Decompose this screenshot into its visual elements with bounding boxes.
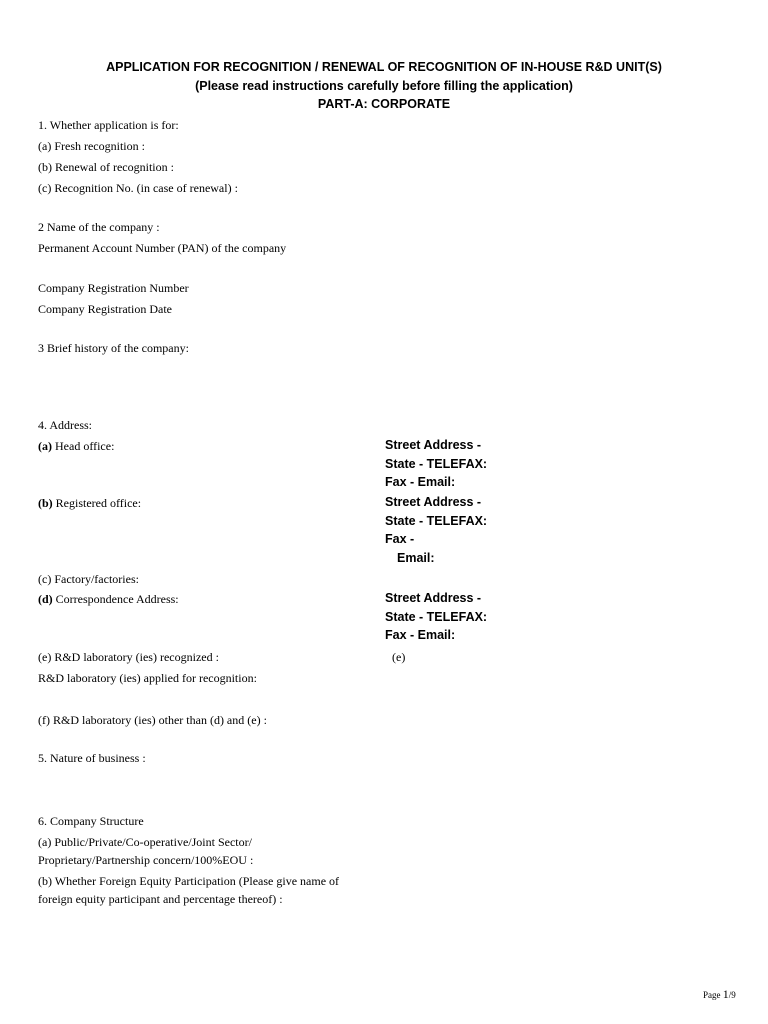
page-prefix: Page (703, 990, 723, 1000)
correspondence-state-telefax: State - TELEFAX: (385, 610, 488, 624)
q4-d-marker: (d) (38, 592, 53, 606)
q4-factories: (c) Factory/factories: (38, 572, 139, 586)
q4-b-label: Registered office: (52, 496, 142, 510)
q4-a-label: Head office: (52, 439, 115, 453)
q6-b-line2: foreign equity participant and percentage thereof) : (38, 892, 283, 906)
correspondence-fax-email: Fax - Email: (385, 628, 456, 642)
q4-a-marker: (a) (38, 439, 52, 453)
q4-head-office (38, 440, 114, 452)
q4-correspondence-address (38, 593, 179, 605)
page-total: /9 (728, 990, 736, 1000)
q1-renewal: (b) Renewal of recognition : (38, 160, 174, 174)
q2-registration-number: Company Registration Number (38, 281, 189, 295)
form-title: APPLICATION FOR RECOGNITION / RENEWAL OF RECOGNITION OF IN-HOUSE R&D UNIT(S) (106, 60, 662, 74)
q4-registered-office (38, 497, 141, 509)
head-office-fax-email: Fax - Email: (385, 475, 456, 489)
q6-a-line1: (a) Public/Private/Co-operative/Joint Sector/ (38, 835, 252, 849)
q4-address-label: 4. Address: (38, 418, 92, 432)
q4-b-marker: (b) (38, 496, 53, 510)
part-heading: PART-A: CORPORATE (317, 97, 451, 111)
q5-nature-of-business: 5. Nature of business : (38, 751, 146, 765)
q1-recognition-number: (c) Recognition No. (in case of renewal) : (38, 181, 238, 195)
registered-office-street: Street Address - (385, 495, 482, 509)
q3-brief-history: 3 Brief history of the company: (38, 341, 189, 355)
q2-company-name: 2 Name of the company : (38, 220, 160, 234)
head-office-state-telefax: State - TELEFAX: (385, 457, 488, 471)
q4-e-right-marker: (e) (392, 650, 406, 664)
head-office-street: Street Address - (385, 438, 482, 452)
form-subtitle: (Please read instructions carefully before filling the application) (195, 79, 573, 93)
page-current: 1 (722, 987, 729, 1001)
q2-registration-date: Company Registration Date (38, 302, 172, 316)
registered-office-email: Email: (397, 551, 435, 565)
q2-pan: Permanent Account Number (PAN) of the company (38, 241, 287, 255)
q6-b-line1: (b) Whether Foreign Equity Participation (Please give name of (38, 874, 340, 888)
registered-office-fax: Fax - (385, 532, 415, 546)
q1-fresh-recognition: (a) Fresh recognition : (38, 139, 145, 153)
q1-label: 1. Whether application is for: (38, 118, 179, 132)
page-number (703, 988, 736, 1000)
q6-a-line2: Proprietary/Partnership concern/100%EOU : (38, 853, 254, 867)
q4-d-label: Correspondence Address: (52, 592, 179, 606)
registered-office-state-telefax: State - TELEFAX: (385, 514, 488, 528)
q4-rd-other: (f) R&D laboratory (ies) other than (d) and (e) : (38, 713, 267, 727)
q6-company-structure: 6. Company Structure (38, 814, 144, 828)
correspondence-street: Street Address - (385, 591, 482, 605)
q4-rd-recognized: (e) R&D laboratory (ies) recognized : (38, 650, 219, 664)
q4-rd-applied: R&D laboratory (ies) applied for recognition: (38, 671, 257, 685)
